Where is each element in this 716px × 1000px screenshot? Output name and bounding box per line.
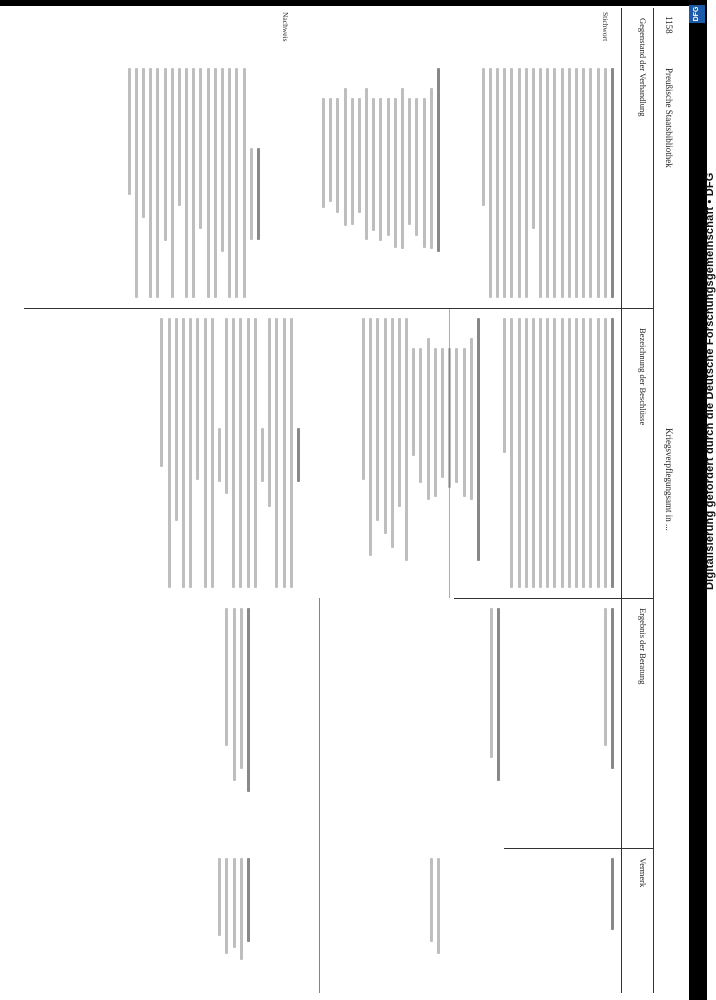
row-rule-2 [449, 308, 450, 598]
column-header-4: Vermerk [638, 858, 648, 888]
text-block-right-3 [221, 608, 250, 838]
header-title: Preußische Staatsbibliothek [664, 68, 674, 168]
row-rule-1 [319, 598, 320, 993]
text-block-remark-2 [426, 858, 440, 978]
text-block-remark-3 [214, 858, 250, 978]
scan-border-top [0, 0, 707, 6]
column-divider-3 [504, 848, 654, 849]
dfg-logo: DFG [689, 5, 705, 23]
text-block-remark-1 [607, 858, 614, 978]
side-label-1: Stichwort [601, 12, 610, 42]
column-header-2: Bezeichnung der Beschlüsse [638, 328, 648, 426]
rotated-document-page [10, 8, 680, 993]
column-divider-2 [454, 598, 654, 599]
text-block-left-1 [477, 68, 614, 298]
side-label-2: Nachweis [281, 12, 290, 42]
text-block-right-2 [486, 608, 500, 838]
column-header-3: Ergebnis der Beratung [638, 608, 648, 685]
text-block-middle-1 [499, 318, 614, 588]
column-divider-1 [24, 308, 654, 309]
text-block-middle-3 [156, 318, 300, 588]
text-block-right-1 [600, 608, 614, 838]
page-number: 1158 [664, 16, 674, 34]
header-rule [653, 8, 654, 993]
dfg-watermark: Digitalisierung gefördert durch die Deutsche Forschungsgemeinschaft • DFG [704, 172, 716, 590]
text-block-left-2 [318, 68, 440, 298]
page-header [656, 8, 680, 993]
column-header-1: Gegenstand der Verhandlung [638, 18, 648, 117]
column-rule [621, 8, 622, 993]
text-block-left-3 [123, 68, 260, 298]
header-subtitle: Kriegsverpflegungsamt in ... [664, 428, 674, 531]
text-block-middle-2 [358, 318, 480, 588]
